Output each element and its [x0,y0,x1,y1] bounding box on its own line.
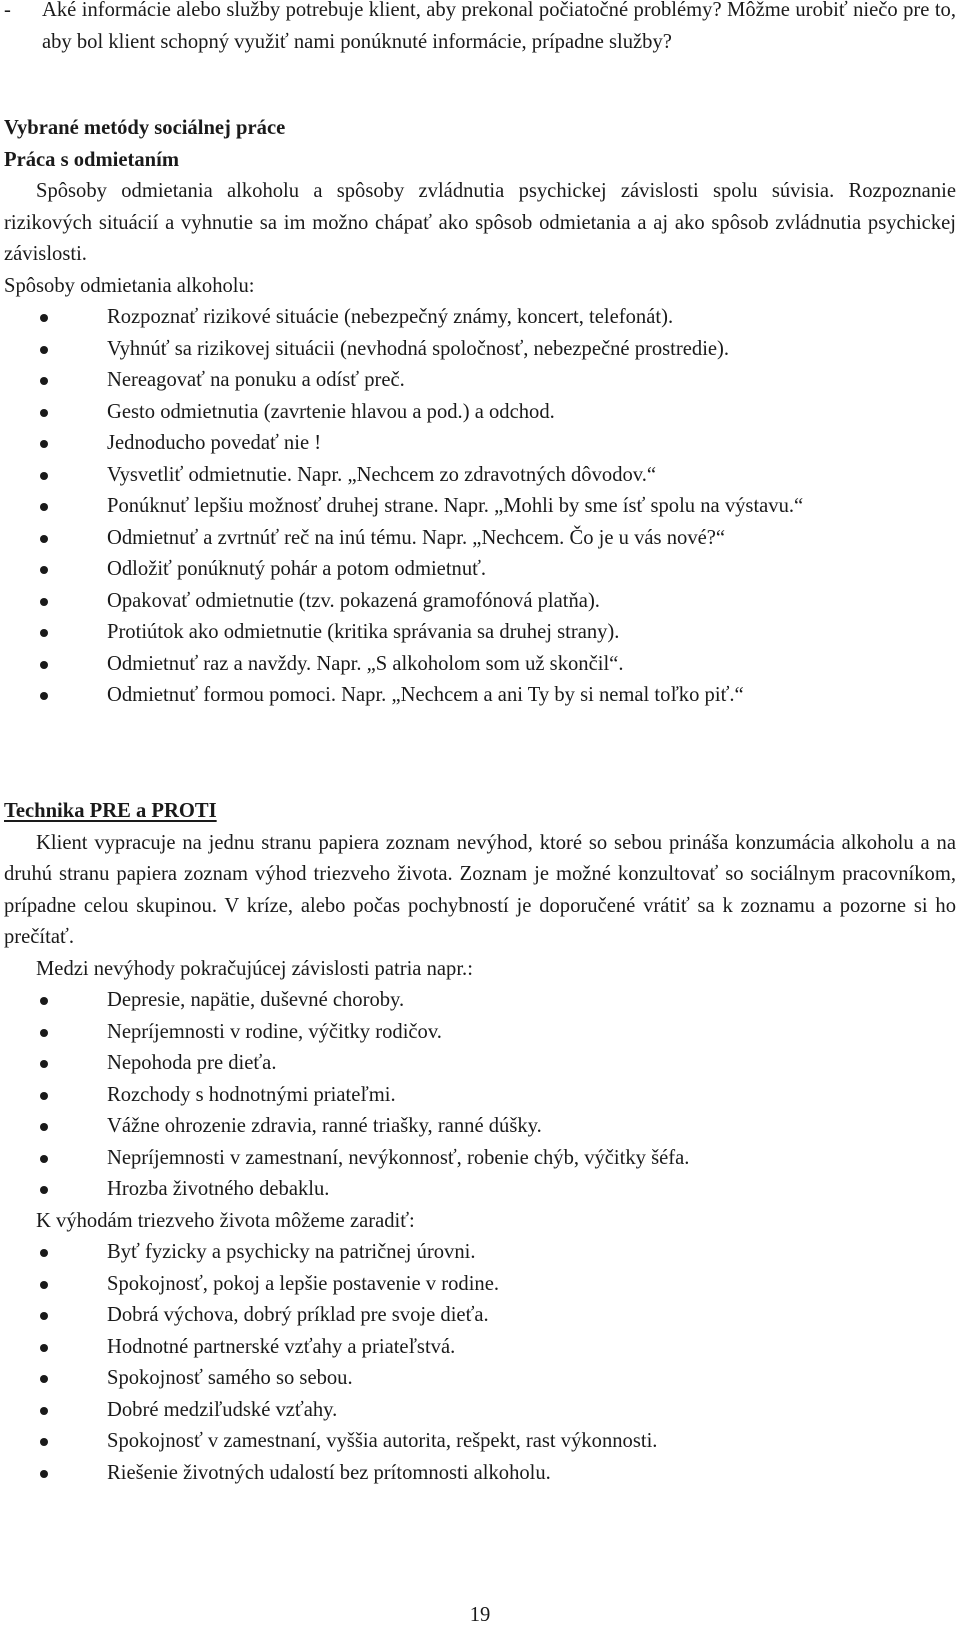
list-item [0,586,960,618]
bullet-icon [40,1092,48,1100]
list-item [0,1426,960,1458]
dash-marker: - [4,0,11,21]
list-item-text: Opakovať odmietnutie (tzv. pokazená gramofónová platňa). [107,589,600,612]
bullet-icon [40,409,48,417]
list-item-text: Riešenie životných udalostí bez prítomnosti alkoholu. [107,1461,551,1484]
advantages-list [0,1237,960,1489]
section-heading-wrap [0,796,960,828]
list-item [0,617,960,649]
list-item-text: Gesto odmietnutia (zavrtenie hlavou a pod.) a odchod. [107,400,555,423]
bullet-icon [40,1344,48,1352]
list-item [0,1332,960,1364]
list-item-text: Nereagovať na ponuku a odísť preč. [107,369,405,391]
list-item-text: Byť fyzicky a psychicky na patričnej úrovni. [107,1241,476,1263]
list-item-text: Vyhnúť sa rizikovej situácii (nevhodná spoločnosť, nebezpečné prostredie). [107,337,730,360]
list-item [0,1237,960,1269]
list-item [0,397,960,429]
list-item [0,334,960,366]
list-item-text: Odmietnuť raz a navždy. Napr. „S alkoholom som už skončil“. [107,652,624,675]
dash-item [0,0,960,58]
list-item [0,1111,960,1143]
list-item-text: Dobrá výchova, dobrý príklad pre svoje dieťa. [107,1304,489,1326]
bullet-icon [40,1123,48,1131]
bullet-icon [40,1060,48,1068]
list-item-text: Hrozba životného debaklu. [107,1178,330,1200]
bullet-icon [40,1375,48,1383]
bullet-icon [40,1312,48,1320]
bullet-icon [40,1407,48,1415]
bullet-icon [40,661,48,669]
bullet-icon [40,598,48,606]
list-item [0,1143,960,1175]
bullet-icon [40,629,48,637]
list-item [0,1458,960,1490]
bullet-icon [40,1029,48,1037]
bullet-icon [40,566,48,574]
dash-item-text: Aké informácie alebo služby potrebuje klient, aby prekonal počiatočné problémy? Môžme urobiť niečo pre to, aby bol klient schopný využiť nami ponúknuté informácie, prípadne služby? [42,0,956,53]
list-item-text: Spokojnosť samého so sebou. [107,1367,353,1389]
list-item [0,649,960,681]
list-item-text: Spokojnosť v zamestnaní, vyššia autorita, rešpekt, rast výkonnosti. [107,1430,658,1452]
list-item-text: Vážne ohrozenie zdravia, ranné triašky, ranné dúšky. [107,1115,542,1137]
list-item [0,985,960,1017]
list-item [0,1300,960,1332]
list-item-text: Dobré medziľudské vzťahy. [107,1398,338,1421]
list-item [0,1048,960,1080]
list-item [0,1017,960,1049]
list-item [0,1395,960,1427]
list-item-text: Odmietnuť formou pomoci. Napr. „Nechcem a ani Ty by si nemal toľko piť.“ [107,684,744,706]
bullet-icon [40,314,48,322]
list-item-text: Hodnotné partnerské vzťahy a priateľstvá. [107,1335,456,1358]
disadvantages-list [0,985,960,1206]
bullet-icon [40,377,48,385]
list-item [0,1080,960,1112]
list-item [0,302,960,334]
list-item-text: Odložiť ponúknutý pohár a potom odmietnuť. [107,558,487,580]
list-item-text: Vysvetliť odmietnutie. Napr. „Nechcem zo zdravotných dôvodov.“ [107,463,657,486]
list-item-text: Nepríjemnosti v zamestnaní, nevýkonnosť, robenie chýb, výčitky šéfa. [107,1146,690,1169]
list-item [0,428,960,460]
list-item [0,523,960,555]
list-item [0,491,960,523]
intro-question [0,0,960,58]
page-number: 19 [469,1604,491,1626]
bullet-icon [40,1249,48,1257]
list-item [0,680,960,712]
list-item [0,1174,960,1206]
list-item [0,1363,960,1395]
bullet-icon [40,997,48,1005]
bullet-icon [40,692,48,700]
advantages-title: K výhodám triezveho života môžeme zaradiť: [36,1209,415,1232]
refusal-list [0,302,960,712]
list-item [0,1269,960,1301]
list-item [0,365,960,397]
bullet-icon [40,440,48,448]
list-item-text: Nepríjemnosti v rodine, výčitky rodičov. [107,1020,442,1043]
bullet-icon [40,346,48,354]
section-heading-pros-cons: Technika PRE a PROTI [4,800,217,822]
list-item-text: Rozpoznať rizikové situácie (nebezpečný známy, koncert, telefonát). [107,306,674,328]
bullet-icon [40,1470,48,1478]
section-heading-methods: Vybrané metódy sociálnej práce [4,117,286,139]
list-item-text: Spokojnosť, pokoj a lepšie postavenie v rodine. [107,1272,500,1295]
section-refusal [0,113,960,712]
list-item-text: Depresie, napätie, duševné choroby. [107,989,405,1011]
list-item-text: Rozchody s hodnotnými priateľmi. [107,1083,396,1106]
list-item-text: Ponúknuť lepšiu možnosť druhej strane. Napr. „Mohli by sme ísť spolu na výstavu.“ [107,495,804,517]
section-pros-cons [0,796,960,1489]
bullet-icon [40,472,48,480]
refusal-list-title: Spôsoby odmietania alkoholu: [4,274,255,297]
bullet-icon [40,503,48,511]
bullet-icon [40,1281,48,1289]
list-item-text: Jednoducho povedať nie ! [107,432,322,454]
bullet-icon [40,1155,48,1163]
list-item-text: Protiútok ako odmietnutie (kritika správania sa druhej strany). [107,621,620,643]
section-heading-refusal: Práca s odmietaním [4,148,180,171]
list-item-text: Nepohoda pre dieťa. [107,1052,277,1074]
list-item [0,460,960,492]
list-item [0,554,960,586]
bullet-icon [40,1186,48,1194]
disadvantages-title: Medzi nevýhody pokračujúcej závislosti patria napr.: [36,957,473,980]
bullet-icon [40,535,48,543]
pros-cons-paragraph: Klient vypracuje na jednu stranu papiera zoznam nevýhod, ktoré so sebou prináša konzumácia alkoholu a na druhú stranu papiera zoznam výhod triezveho života. Zoznam je možné konzultovať so sociálnym pracovníkom, prípadne celou skupinou. V kríze, alebo počas pochybností je doporučené vrátiť sa k zoznamu a pozorne si ho prečítať. [4,831,956,948]
bullet-icon [40,1438,48,1446]
refusal-paragraph: Spôsoby odmietania alkoholu a spôsoby zvládnutia psychickej závislosti spolu súvisia. Rozpoznanie rizikových situácií a vyhnutie sa im možno chápať ako spôsob odmietania a aj ako spôsob zvládnutia psychickej závislosti. [4,180,956,265]
list-item-text: Odmietnuť a zvrtnúť reč na inú tému. Napr. „Nechcem. Čo je u vás nové?“ [107,526,726,549]
